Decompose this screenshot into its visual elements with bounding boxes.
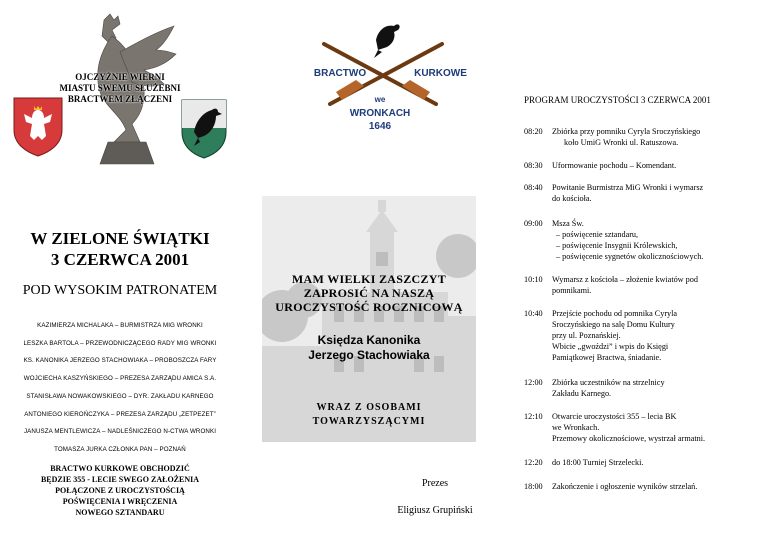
patron-item: KS. KANONIKA JERZEGO STACHOWIAKA – PROBOSZCZA FARY — [23, 357, 217, 365]
event-date-line: 3 CZERWCA 2001 — [50, 250, 190, 269]
motto-text — [50, 72, 190, 105]
program-time: 08:30 — [524, 161, 543, 170]
motto-line: BRACTWEM ZŁĄCZENI — [67, 94, 173, 104]
program-line: Uformowanie pochodu – Komendant. — [552, 161, 677, 170]
program-time: 10:40 — [524, 309, 543, 318]
program-line: – poświęcenie sygnetów okolicznościowych. — [556, 252, 704, 261]
logo-bractwo-text: BRACTWO — [313, 68, 367, 79]
program-line: Zakończenie i ogłoszenie wyników strzelań. — [552, 482, 698, 491]
program-line: do kościoła. — [552, 194, 592, 203]
program-time: 12:20 — [524, 458, 543, 467]
guests-line: TOWARZYSZĄCYMI — [312, 416, 426, 427]
program-description — [552, 308, 757, 363]
program-line: Pamiątkowej Bractwa, śniadanie. — [552, 353, 662, 362]
anniversary-line: BĘDZIE 355 - LECIE SWEGO ZAŁOŻENIA — [40, 475, 200, 484]
program-line: Zbiórka przy pomniku Cyryla Sroczyńskiego — [552, 127, 701, 136]
guests-line: WRAZ Z OSOBAMI — [316, 402, 422, 413]
event-date-heading — [0, 228, 240, 270]
logo-town-text: WRONKACH — [349, 108, 411, 119]
program-line: Przemowy okolicznościowe, wystrzał armatni. — [552, 434, 706, 443]
invitation-line: MAM WIELKI ZASZCZYT — [291, 272, 447, 286]
program-description — [552, 126, 757, 148]
anniversary-line: BRACTWO KURKOWE OBCHODZIĆ — [50, 464, 190, 473]
logo-kurkowe-text: KURKOWE — [414, 68, 467, 79]
logo-we-text: we — [374, 95, 386, 104]
program-line: przy ul. Poznańskiej. — [552, 331, 621, 340]
program-line: Przejście pochodu od pomnika Cyryla — [552, 309, 678, 318]
invitation-text — [262, 272, 476, 314]
honoree-name — [262, 333, 476, 363]
program-time: 09:00 — [524, 219, 543, 228]
raven-shield-icon — [180, 98, 228, 160]
president-title: Prezes — [421, 478, 449, 489]
patron-item: WOJCIECHA KASZYŃSKIEGO – PREZESA ZARZĄDU AMICA S.A. — [23, 375, 217, 383]
patron-item: LESZKA BARTOLA – PRZEWODNICZĄCEGO RADY MIG WRONKI — [23, 339, 217, 347]
program-line: we Wronkach. — [552, 423, 600, 432]
anniversary-line: NOWEGO SZTANDARU — [75, 508, 165, 517]
program-description — [552, 481, 757, 492]
event-title-line: W ZIELONE ŚWIĄTKI — [30, 229, 210, 248]
program-time: 10:10 — [524, 275, 543, 284]
honoree-line: Księdza Kanonika — [317, 333, 421, 347]
program-line: koło UmiG Wronki ul. Ratuszowa. — [564, 138, 679, 147]
program-description — [552, 160, 757, 171]
program-time: 12:00 — [524, 378, 543, 387]
program-line: Zbiórka uczestników na strzelnicy — [552, 378, 665, 387]
motto-line: MIASTU SWEMU SŁUŻEBNI — [59, 83, 181, 93]
logo-year-text: 1646 — [368, 121, 392, 132]
program-description — [552, 182, 757, 204]
program-line: – poświęcenie Insygnii Królewskich, — [556, 241, 678, 250]
program-time: 18:00 — [524, 482, 543, 491]
polish-eagle-shield-icon — [12, 96, 64, 158]
program-title: PROGRAM UROCZYSTOŚCI 3 CZERWCA 2001 — [524, 95, 711, 105]
patron-item: KAZIMIERZA MICHALAKA – BURMISTRZA MIG WRONKI — [37, 322, 203, 329]
guests-note — [262, 401, 476, 429]
program-time: 08:20 — [524, 127, 543, 136]
program-description — [552, 274, 757, 296]
patron-item: ANTONIEGO KIEROŃCZYKA – PREZESA ZARZĄDU „ZETPEZET” — [24, 410, 216, 418]
program-description — [552, 411, 757, 444]
patrons-list — [0, 317, 240, 459]
invitation-line: UROCZYSTOŚĆ ROCZNICOWĄ — [275, 300, 463, 314]
program-line: Wymarsz z kościoła – złożenie kwiatów pod — [552, 275, 698, 284]
program-line: Zakładu Karnego. — [552, 389, 612, 398]
program-description — [552, 457, 757, 468]
patron-item: JANUSZA MENTLEWICZA – NADLEŚNICZEGO N-CTWA WRONKI — [23, 428, 217, 436]
motto-line: OJCZYŹNIE WIERNI — [75, 72, 165, 82]
honoree-line: Jerzego Stachowiaka — [308, 348, 430, 362]
program-line: pomnikami. — [552, 286, 592, 295]
program-line: – poświęcenie sztandaru, — [556, 230, 639, 239]
patron-item: TOMASZA JURKA CZŁONKA PAN – POZNAŃ — [54, 445, 186, 453]
program-description — [552, 218, 757, 262]
program-line: do 18:00 Turniej Strzelecki. — [552, 458, 644, 467]
program-line: Msza Św. — [552, 219, 584, 228]
invitation-line: ZAPROSIĆ NA NASZĄ — [303, 286, 435, 300]
program-line: Wbicie „gwoździ” i wpis do Księgi — [552, 342, 669, 351]
anniversary-note — [15, 463, 225, 518]
patronage-heading: POD WYSOKIM PATRONATEM — [22, 283, 218, 298]
anniversary-line: POŚWIĘCENIA I WRĘCZENIA — [62, 497, 178, 506]
program-line: Powitanie Burmistrza MiG Wronki i wymarsz — [552, 183, 704, 192]
program-time: 08:40 — [524, 183, 543, 192]
president-name: Eligiusz Grupiński — [397, 505, 473, 516]
program-time: 12:10 — [524, 412, 543, 421]
patron-item: STANISŁAWA NOWAKOWSKIEGO – DYR. ZAKŁADU KARNEGO — [26, 392, 214, 400]
program-line: Sroczyńskiego na salę Domu Kultury — [552, 320, 675, 329]
program-line: Otwarcie uroczystości 355 – lecia BK — [552, 412, 677, 421]
program-description — [552, 377, 757, 399]
anniversary-line: POŁĄCZONE Z UROCZYSTOŚCIĄ — [55, 486, 185, 495]
